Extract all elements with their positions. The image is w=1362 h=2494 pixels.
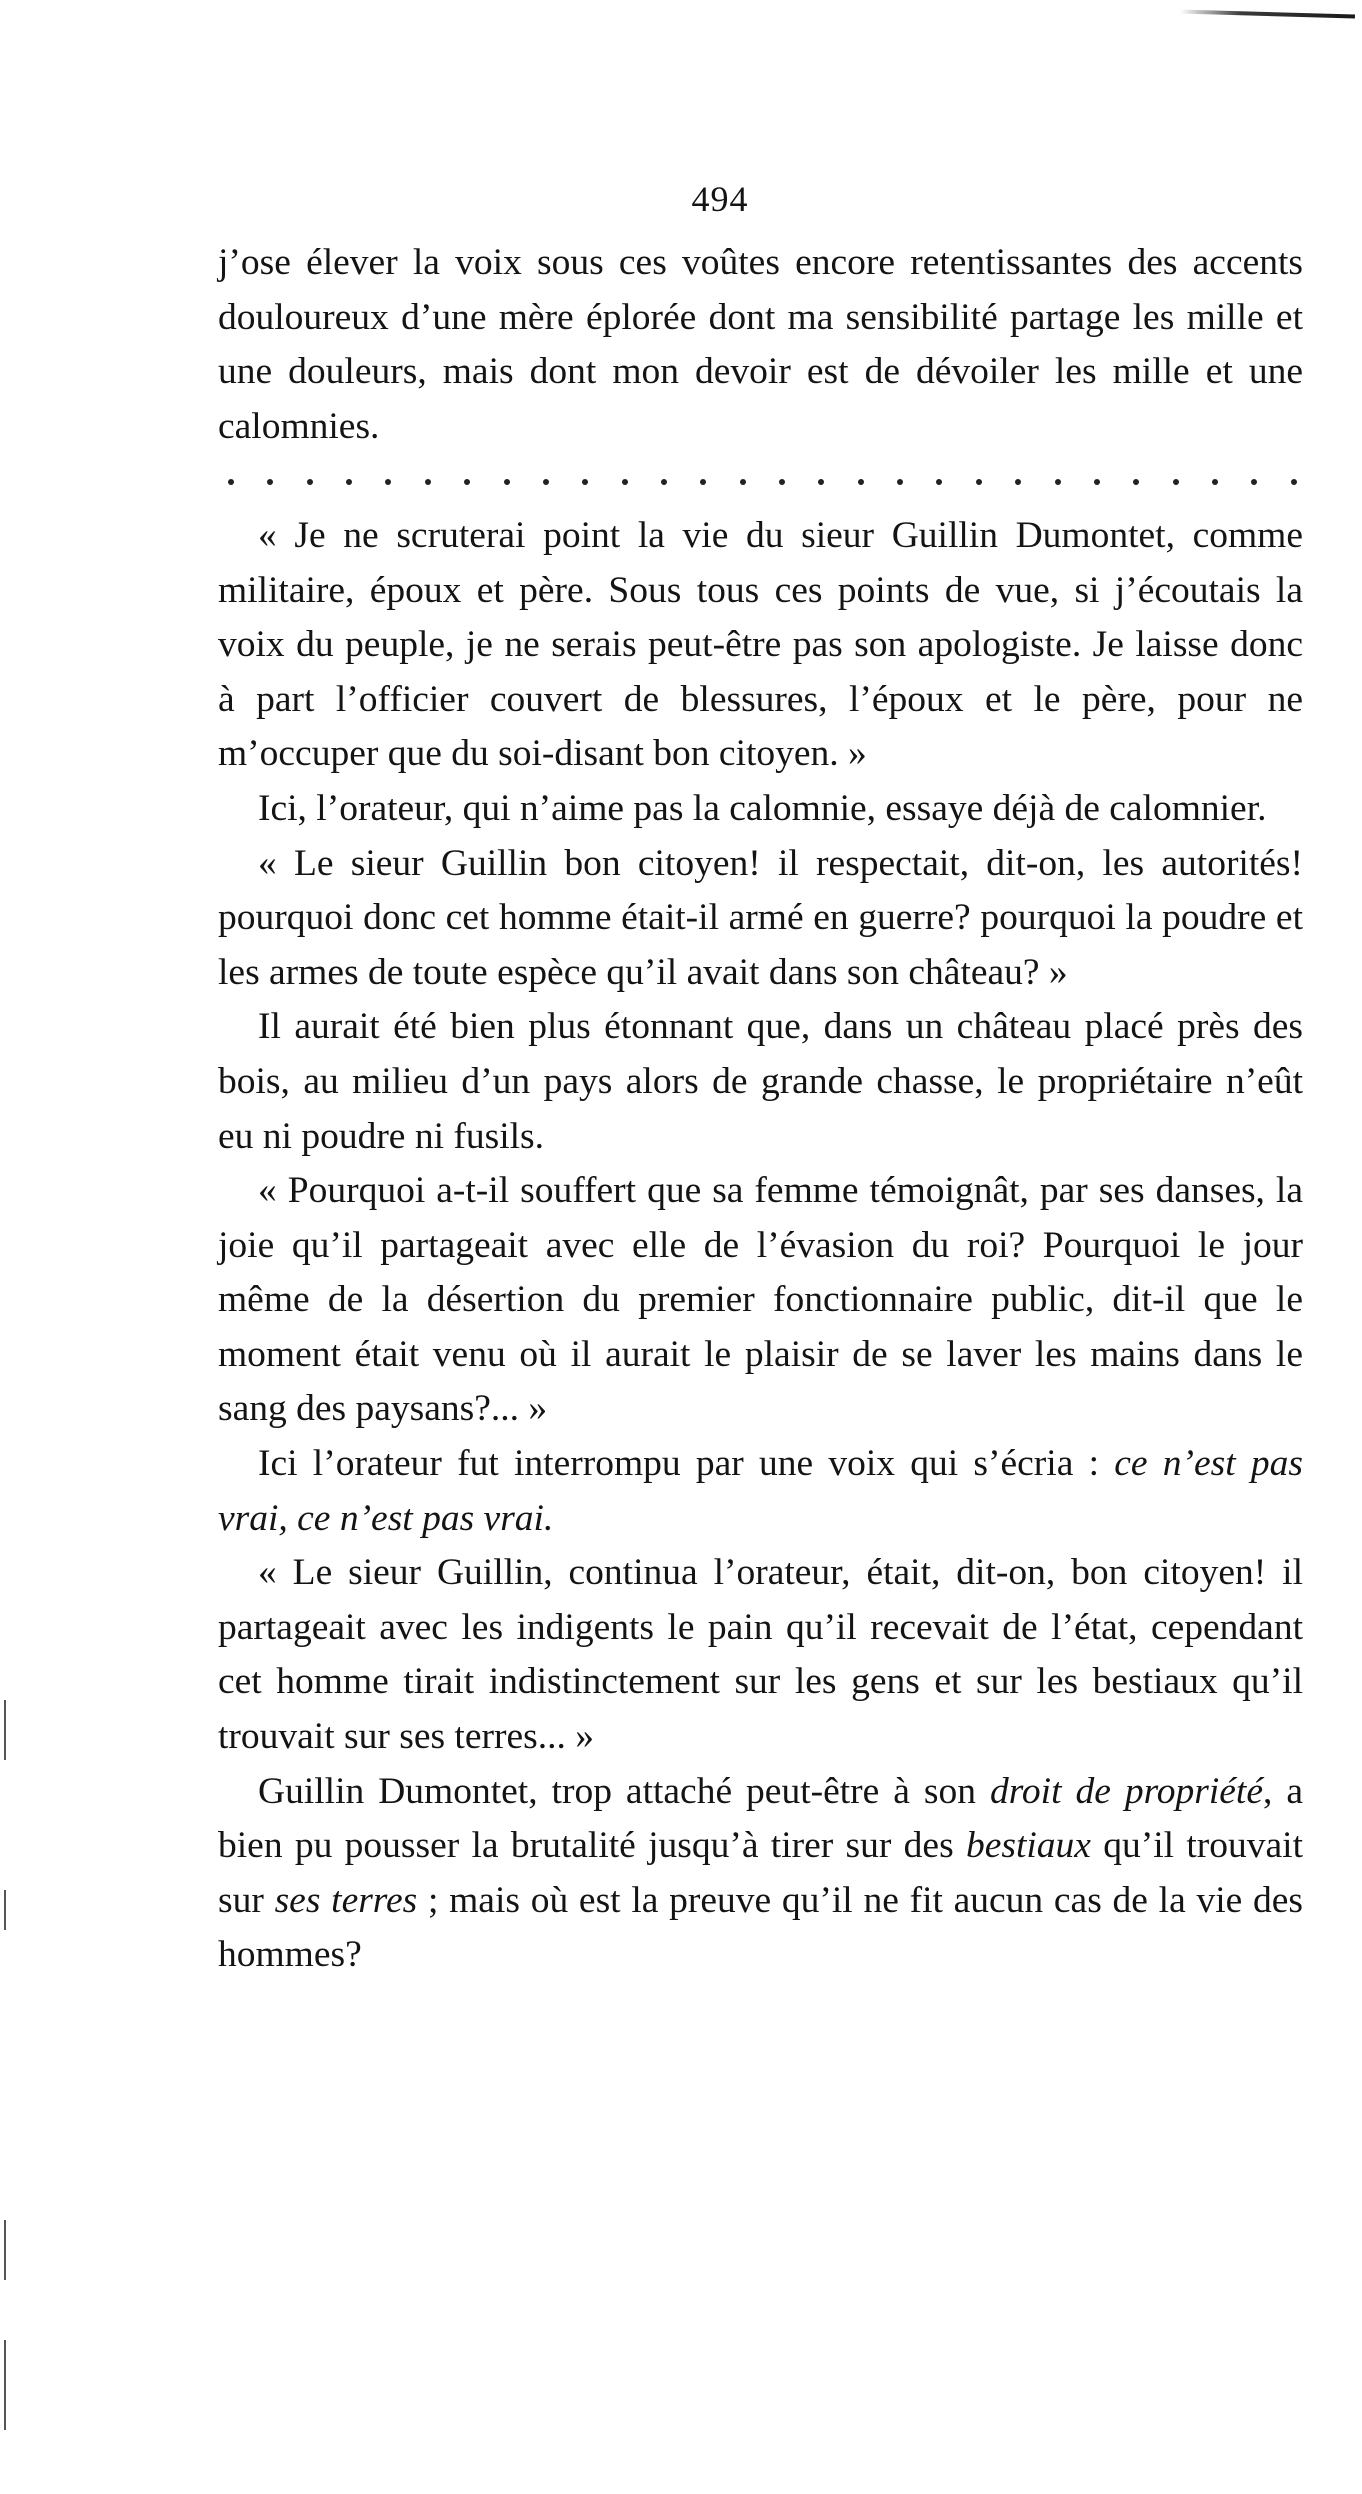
ellipsis-dot <box>1251 479 1257 485</box>
ellipsis-dot <box>740 479 746 485</box>
ellipsis-dot <box>1212 479 1218 485</box>
italic-text-run: droit de propriété <box>989 1770 1263 1812</box>
text-run: « Pourquoi a-t-il souffert que sa femme témoignât, par ses danses, la joie qu’il partageait avec elle de l’évasion du roi? Pourquoi le jour même de la désertion du premier fonctionnaire public, dit-il que le moment était venu où il aurait le plaisir de se laver les mains dans le sang des paysans?... » <box>218 1170 1303 1430</box>
paragraph <box>218 837 1303 1001</box>
ellipsis-dot <box>385 479 391 485</box>
italic-text-run: bestiaux <box>965 1825 1091 1867</box>
ellipsis-dot <box>779 479 785 485</box>
text-run: Il aurait été bien plus étonnant que, dans un château placé près des bois, au milieu d’un pays alors de grande chasse, le propriétaire n’eût eu ni poudre ni fusils. <box>218 1006 1303 1157</box>
ellipsis-dot <box>818 479 824 485</box>
scan-margin-marks <box>4 1700 8 2480</box>
ellipsis-dot <box>976 479 982 485</box>
ellipsis-dot <box>543 479 549 485</box>
ellipsis-dot <box>1133 479 1139 485</box>
ellipsis-dot <box>858 479 864 485</box>
page-number: 494 <box>691 179 749 219</box>
text-run: Ici l’orateur fut interrompu par une voix qui s’écria : <box>258 1443 1115 1485</box>
ellipsis-dot <box>661 479 667 485</box>
paragraph <box>218 1765 1303 1983</box>
ellipsis-dot <box>228 479 234 485</box>
ellipsis-dot <box>700 479 706 485</box>
scan-artifact-mark <box>1180 10 1355 19</box>
text-run: Ici, l’orateur, qui n’aime pas la calomnie, essaye déjà de calomnier. <box>258 787 1267 829</box>
text-run: Guillin Dumontet, trop attaché peut-être à son <box>258 1770 990 1812</box>
body-text <box>218 236 1303 1983</box>
text-run: « Le sieur Guillin, continua l’orateur, était, dit-on, bon citoyen! il partageait avec les indigents le pain qu’il recevait de l’état, cependant cet homme tirait indistinctement sur les gens et sur les bestiaux qu’il trouvait sur ses terres... » <box>218 1552 1303 1758</box>
ellipsis-dot <box>582 479 588 485</box>
ellipsis-dot <box>464 479 470 485</box>
ellipsis-dot <box>897 479 903 485</box>
margin-mark <box>4 2220 6 2280</box>
ellipsis-dot <box>307 479 313 485</box>
text-run: , a bien pu pousser la brutalité jusqu’à tirer sur des <box>218 1770 1303 1867</box>
text-run: ; mais où est la preuve qu’il ne fit aucun cas de la vie des hommes? <box>218 1879 1303 1976</box>
paragraph <box>218 1164 1303 1437</box>
ellipsis-dot <box>622 479 628 485</box>
ellipsis-dot <box>267 479 273 485</box>
text-run: « Le sieur Guillin bon citoyen! il respectait, dit-on, les autorités! pourquoi donc cet homme était-il armé en guerre? pourquoi la poudre et les armes de toute espèce qu’il avait dans son château? » <box>218 842 1303 993</box>
ellipsis-dot <box>1015 479 1021 485</box>
ellipsis-dot <box>1055 479 1061 485</box>
ellipsis-dot <box>425 479 431 485</box>
ellipsis-dot <box>1173 479 1179 485</box>
ellipsis-dot <box>346 479 352 485</box>
paragraph <box>218 509 1303 782</box>
paragraph <box>218 1000 1303 1164</box>
ellipsis-dot <box>1291 479 1297 485</box>
text-run: j’ose élever la voix sous ces voûtes encore retentissantes des accents douloureux d’une mère éplorée dont ma sensibilité partage les mille et une douleurs, mais dont mon devoir est de dévoiler les mille et une calomnies. <box>218 242 1303 447</box>
paragraph <box>218 1437 1303 1546</box>
italic-text-run: ce n’est pas vrai, ce n’est pas vrai. <box>218 1443 1303 1539</box>
paragraph <box>218 236 1303 454</box>
italic-text-run: ses terres <box>274 1879 418 1921</box>
ellipsis-dot <box>936 479 942 485</box>
text-run: qu’il trouvait sur <box>218 1825 1303 1921</box>
ellipsis-dot <box>504 479 510 485</box>
ellipsis-separator <box>218 454 1303 509</box>
margin-mark <box>4 1890 6 1930</box>
ellipsis-dot <box>1094 479 1100 485</box>
text-run: « Je ne scruterai point la vie du sieur Guillin Dumontet, comme militaire, époux et père. Sous tous ces points de vue, si j’écoutais la voix du peuple, je ne serais peut-être pas son apologiste. Je laisse donc à part l’officier couvert de blessures, l’époux et le père, pour ne m’occuper que du soi-disant bon citoyen. » <box>218 514 1303 775</box>
paragraph <box>218 1546 1303 1764</box>
margin-mark <box>4 1700 6 1760</box>
margin-mark <box>4 2340 6 2430</box>
paragraph <box>218 782 1303 837</box>
